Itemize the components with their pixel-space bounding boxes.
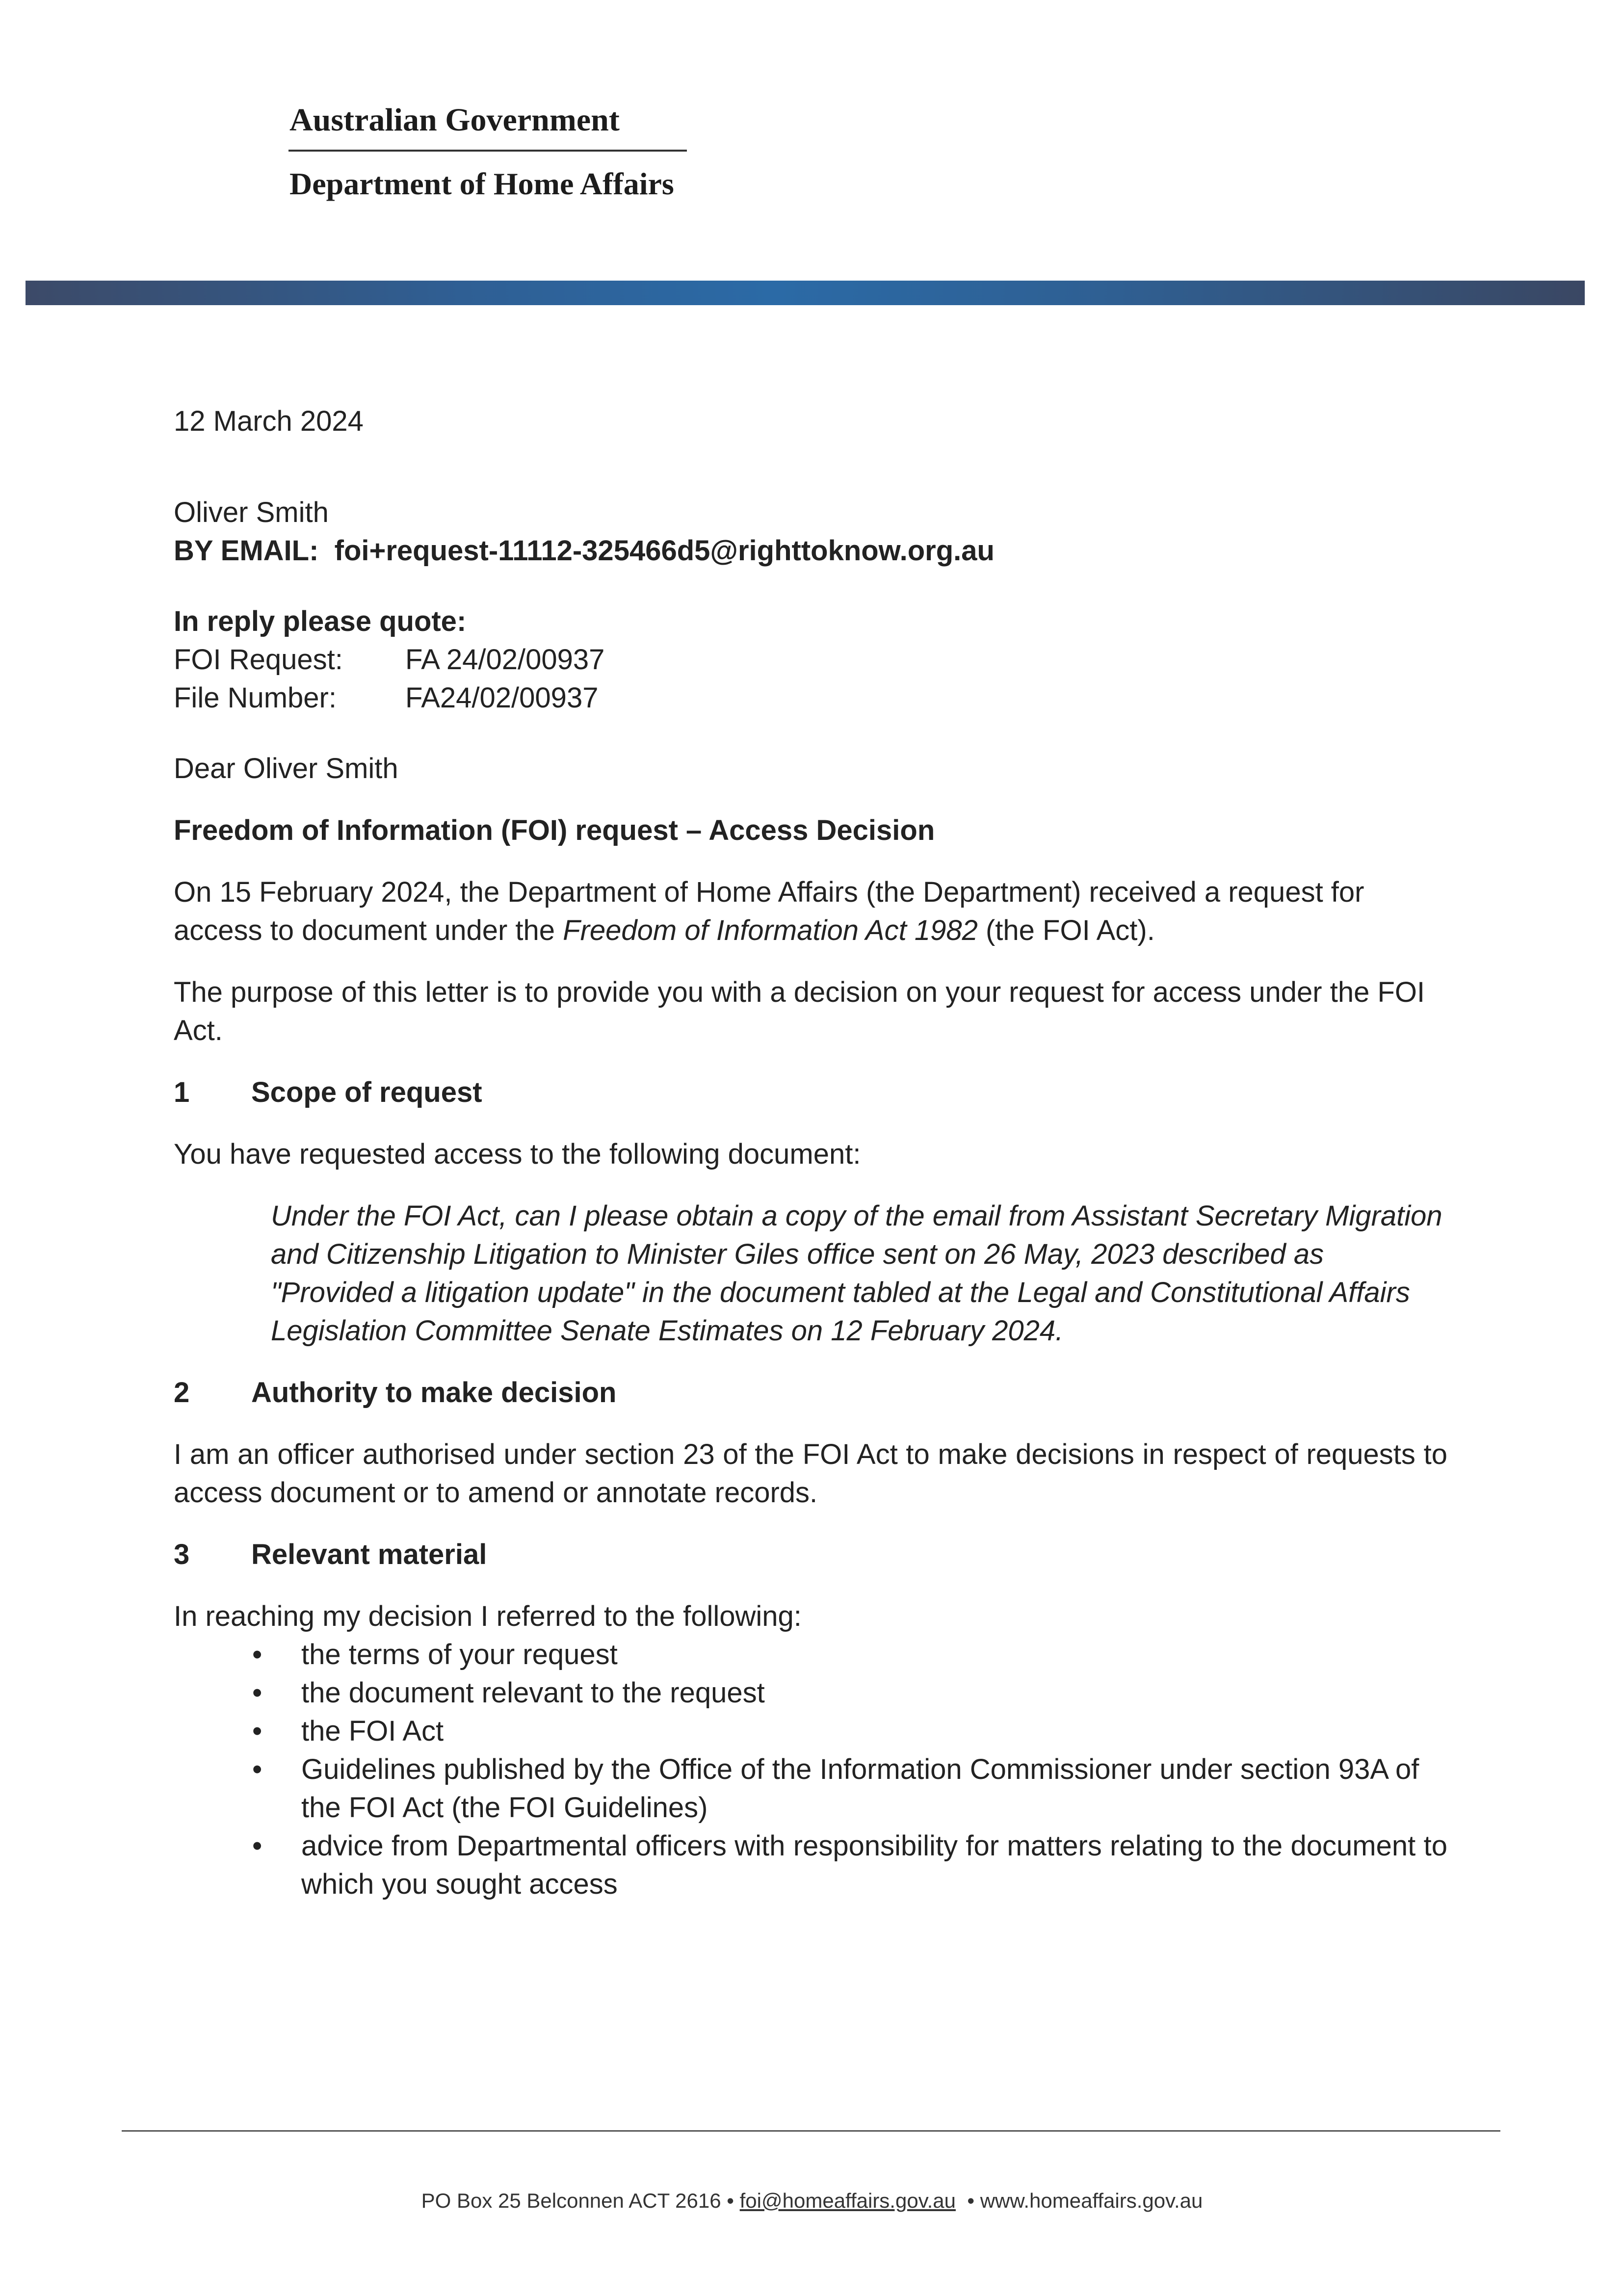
list-item: • the terms of your request xyxy=(252,1636,1447,1674)
subject-heading: Freedom of Information (FOI) request – Access Decision xyxy=(174,814,935,846)
letterhead xyxy=(289,101,687,204)
authority-paragraph: I am an officer authorised under section 23 of the FOI Act to make decisions in respect of requests to access document or to amend or annotate records. xyxy=(174,1438,1447,1509)
scope-quote: Under the FOI Act, can I please obtain a copy of the email from Assistant Secretary Migration and Citizenship Litigation to Minister Giles office sent on 26 May, 2023 described as "Provided a litigation update" in the document tabled at the Legal and Constitutional Affairs Legislation Committee Senate Estimates on 12 February 2024. xyxy=(271,1200,1442,1347)
material-intro: In reaching my decision I referred to the following: xyxy=(174,1600,802,1632)
list-item: • the document relevant to the request xyxy=(252,1674,1447,1712)
footer xyxy=(0,2189,1624,2213)
act-title: Freedom of Information Act 1982 xyxy=(563,914,978,946)
department-name: Department of Home Affairs xyxy=(289,166,674,201)
letterhead-divider xyxy=(288,150,687,152)
foi-request-label: FOI Request: xyxy=(174,644,343,676)
list-item: • Guidelines published by the Office of the Information Commissioner under section 93A of the FOI Act (the FOI Guidelines) xyxy=(252,1750,1447,1827)
salutation: Dear Oliver Smith xyxy=(174,753,398,784)
foi-request-row xyxy=(174,641,1447,679)
file-number-label: File Number: xyxy=(174,682,337,714)
footer-email-link[interactable]: foi@homeaffairs.gov.au xyxy=(739,2189,956,2212)
recipient-email: foi+request-11112-325466d5@righttoknow.org.au xyxy=(334,535,995,567)
bullet-icon: • xyxy=(252,1715,262,1747)
list-item: • the FOI Act xyxy=(252,1712,1447,1750)
letter-date: 12 March 2024 xyxy=(174,405,364,437)
list-item: • advice from Departmental officers with responsibility for matters relating to the document to which you sought access xyxy=(252,1827,1447,1904)
material-list xyxy=(252,1636,1447,1904)
foi-request-value: FA 24/02/00937 xyxy=(405,644,605,676)
letter-body xyxy=(174,402,1447,1904)
bullet-icon: • xyxy=(252,1677,262,1709)
by-email-label: BY EMAIL: xyxy=(174,535,319,567)
header-band xyxy=(26,281,1585,305)
file-number-value: FA24/02/00937 xyxy=(405,682,599,714)
bullet-icon: • xyxy=(252,1753,262,1785)
bullet-icon: • xyxy=(252,1639,262,1670)
file-number-row xyxy=(174,679,1447,717)
scope-intro: You have requested access to the following document: xyxy=(174,1138,861,1170)
footer-separator: • xyxy=(727,2189,734,2212)
section-1-heading: 1 Scope of request xyxy=(174,1076,482,1108)
quote-heading: In reply please quote: xyxy=(174,605,467,637)
purpose-paragraph: The purpose of this letter is to provide you with a decision on your request for access under the FOI Act. xyxy=(174,976,1425,1046)
recipient-name: Oliver Smith xyxy=(174,496,329,528)
section-3-heading: 3 Relevant material xyxy=(174,1539,487,1570)
footer-website[interactable]: www.homeaffairs.gov.au xyxy=(980,2189,1203,2212)
footer-separator: • xyxy=(967,2189,975,2212)
bullet-icon: • xyxy=(252,1830,262,1862)
footer-address: PO Box 25 Belconnen ACT 2616 xyxy=(421,2189,721,2212)
recipient-email-line xyxy=(174,532,1447,570)
section-2-heading: 2 Authority to make decision xyxy=(174,1377,617,1409)
footer-divider xyxy=(122,2130,1500,2132)
government-name: Australian Government xyxy=(289,102,620,138)
intro-paragraph: On 15 February 2024, the Department of Home Affairs (the Department) received a request for access to document under the Freedom of Information Act 1982 (the FOI Act). xyxy=(174,876,1364,946)
